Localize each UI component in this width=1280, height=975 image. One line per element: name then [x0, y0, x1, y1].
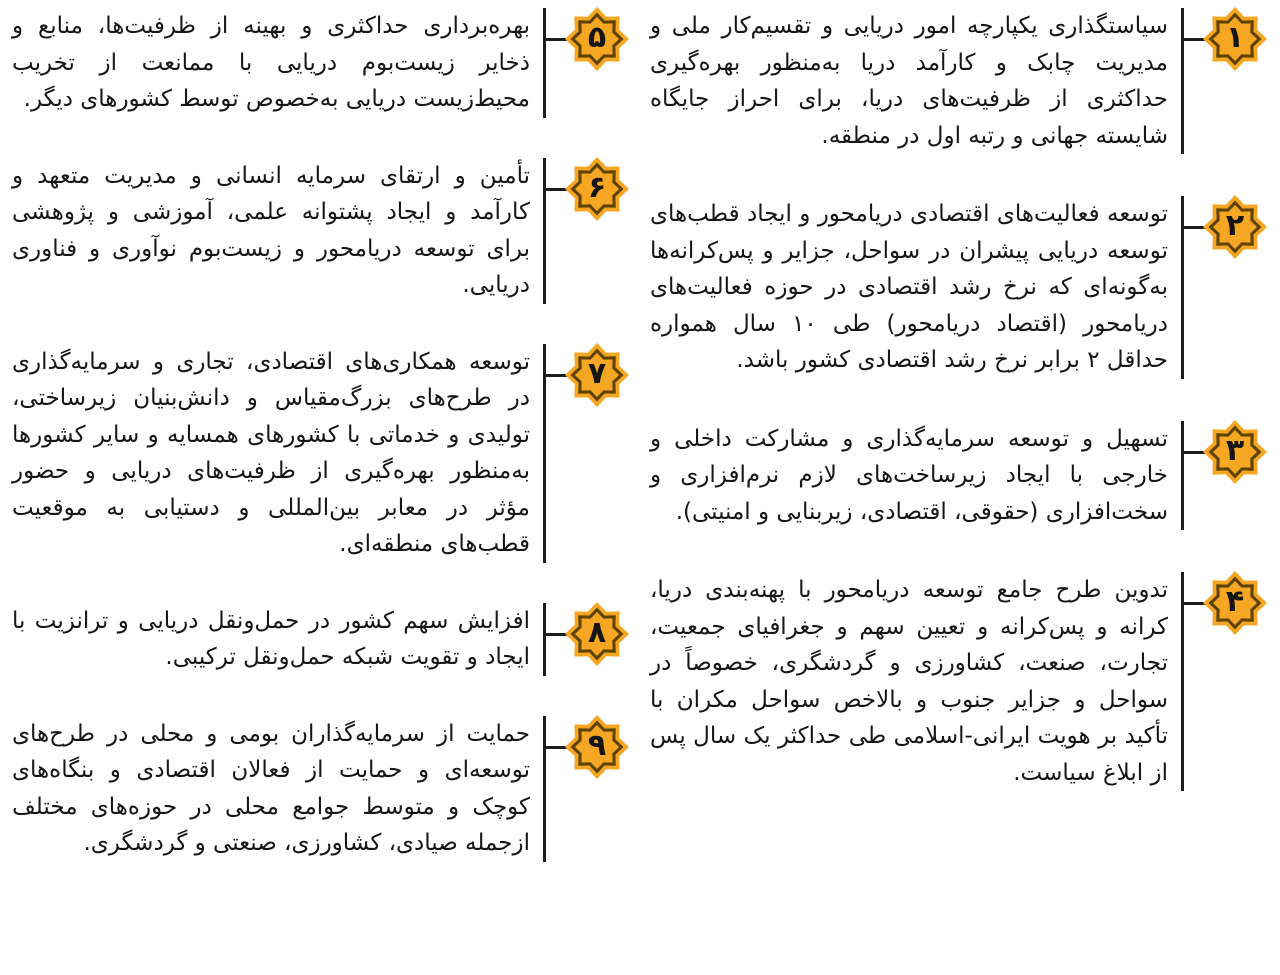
- item-number: ۳: [1225, 432, 1245, 468]
- item-number: ۸: [587, 614, 607, 650]
- item-text: حمایت از سرمایه‌گذاران بومی و محلی در طرح‌های توسعه‌ای و حمایت از فعالان اقتصادی و بنگاه‌های کوچک و متوسط جوامع محلی در حوزه‌های مختلف ازجمله صیادی، کشاورزی، صنعتی و گردشگری.: [12, 720, 530, 856]
- item-number-badge: [564, 156, 630, 222]
- item-number: ۴: [1225, 584, 1245, 619]
- policy-item: [648, 421, 1270, 531]
- policy-item: [10, 603, 632, 676]
- item-text: توسعه فعالیت‌های اقتصادی دریامحور و ایجاد قطب‌های توسعه دریایی پیشران در سواحل، جزایر و پس‌کرانه‌ها به‌گونه‌ای که نرخ رشد اقتصادی در حوزه فعالیت‌های دریامحور (اقتصاد دریامحور) طی ۱۰ سال همواره حداقل ۲ برابر نرخ رشد اقتصادی کشور باشد.: [650, 201, 1169, 373]
- item-badge-area: [546, 8, 632, 118]
- item-text: افزایش سهم کشور در حمل‌ونقل دریایی و ترانزیت با ایجاد و تقویت شبکه حمل‌ونقل ترکیبی.: [12, 607, 530, 670]
- item-badge-area: [1184, 196, 1270, 379]
- item-number: ۹: [587, 727, 607, 763]
- column-right: [648, 8, 1270, 791]
- item-number-badge: [564, 342, 630, 408]
- item-badge-area: [546, 716, 632, 862]
- item-text: تسهیل و توسعه سرمایه‌گذاری و مشارکت داخلی و خارجی با ایجاد زیرساخت‌های لازم نرم‌افزاری و سخت‌افزاری (حقوقی، اقتصادی، زیربنایی و امنیتی).: [650, 425, 1168, 525]
- policy-item: [648, 196, 1270, 379]
- policy-item: [10, 344, 632, 563]
- content-columns: [10, 8, 1270, 862]
- item-number: ۷: [587, 355, 607, 391]
- policy-item: [10, 8, 632, 118]
- item-number: ۶: [587, 169, 607, 205]
- column-left: [10, 8, 632, 862]
- item-text: سیاستگذاری یکپارچه امور دریایی و تقسیم‌کار ملی و مدیریت چابک و کارآمد دریا به‌منظور بهره‌گیری حداکثری از ظرفیت‌های دریا، برای احراز جایگاه شایسته جهانی و رتبه اول در منطقه.: [650, 13, 1168, 149]
- item-badge-area: [546, 603, 632, 676]
- item-number: ۱: [1225, 20, 1245, 55]
- item-number-badge: [564, 601, 630, 667]
- item-number-badge: [1202, 570, 1268, 636]
- policy-item: [648, 8, 1270, 154]
- item-text: توسعه همکاری‌های اقتصادی، تجاری و سرمایه‌گذاری در طرح‌های بزرگ‌مقیاس و دانش‌بنیان زیرساختی، تولیدی و خدماتی با کشورهای همسایه و سایر کشورها به‌منظور بهره‌گیری از ظرفیت‌های دریایی و حضور مؤثر در معابر بین‌المللی و دستیابی به موقعیت قطب‌های منطقه‌ای.: [12, 348, 530, 557]
- item-badge-area: [1184, 421, 1270, 531]
- policy-item: [648, 572, 1270, 791]
- item-number-badge: [1202, 6, 1268, 72]
- item-number-badge: [564, 6, 630, 72]
- policy-item: [10, 716, 632, 862]
- item-badge-area: [1184, 8, 1270, 154]
- item-number-badge: [564, 714, 630, 780]
- item-number-badge: [1202, 419, 1268, 485]
- policy-item: [10, 158, 632, 304]
- item-badge-area: [1184, 572, 1270, 791]
- item-text: تأمین و ارتقای سرمایه انسانی و مدیریت متعهد و کارآمد و ایجاد پشتوانه علمی، آموزشی و پژوهشی برای توسعه دریامحور و زیست‌بوم نوآوری و فناوری دریایی.: [12, 162, 530, 298]
- item-number: ۲: [1225, 208, 1245, 243]
- item-number-badge: [1202, 194, 1268, 260]
- item-text: بهره‌برداری حداکثری و بهینه از ظرفیت‌ها، منابع و ذخایر زیست‌بوم دریایی با ممانعت از تخریب محیط‌زیست دریایی به‌خصوص توسط کشورهای دیگر.: [12, 13, 530, 112]
- item-number: ۵: [587, 20, 607, 55]
- item-badge-area: [546, 158, 632, 304]
- item-text: تدوین طرح جامع توسعه دریامحور با پهنه‌بندی دریا، کرانه و پس‌کرانه و تعیین سهم و جغرافیای جمعیت، تجارت، صنعت، کشاورزی و گردشگری، خصوصاً در سواحل و جزایر جنوب و بالاخص سواحل مکران با تأکید بر هویت ایرانی-اسلامی طی حداکثر یک سال پس از ابلاغ سیاست.: [650, 577, 1168, 786]
- item-badge-area: [546, 344, 632, 563]
